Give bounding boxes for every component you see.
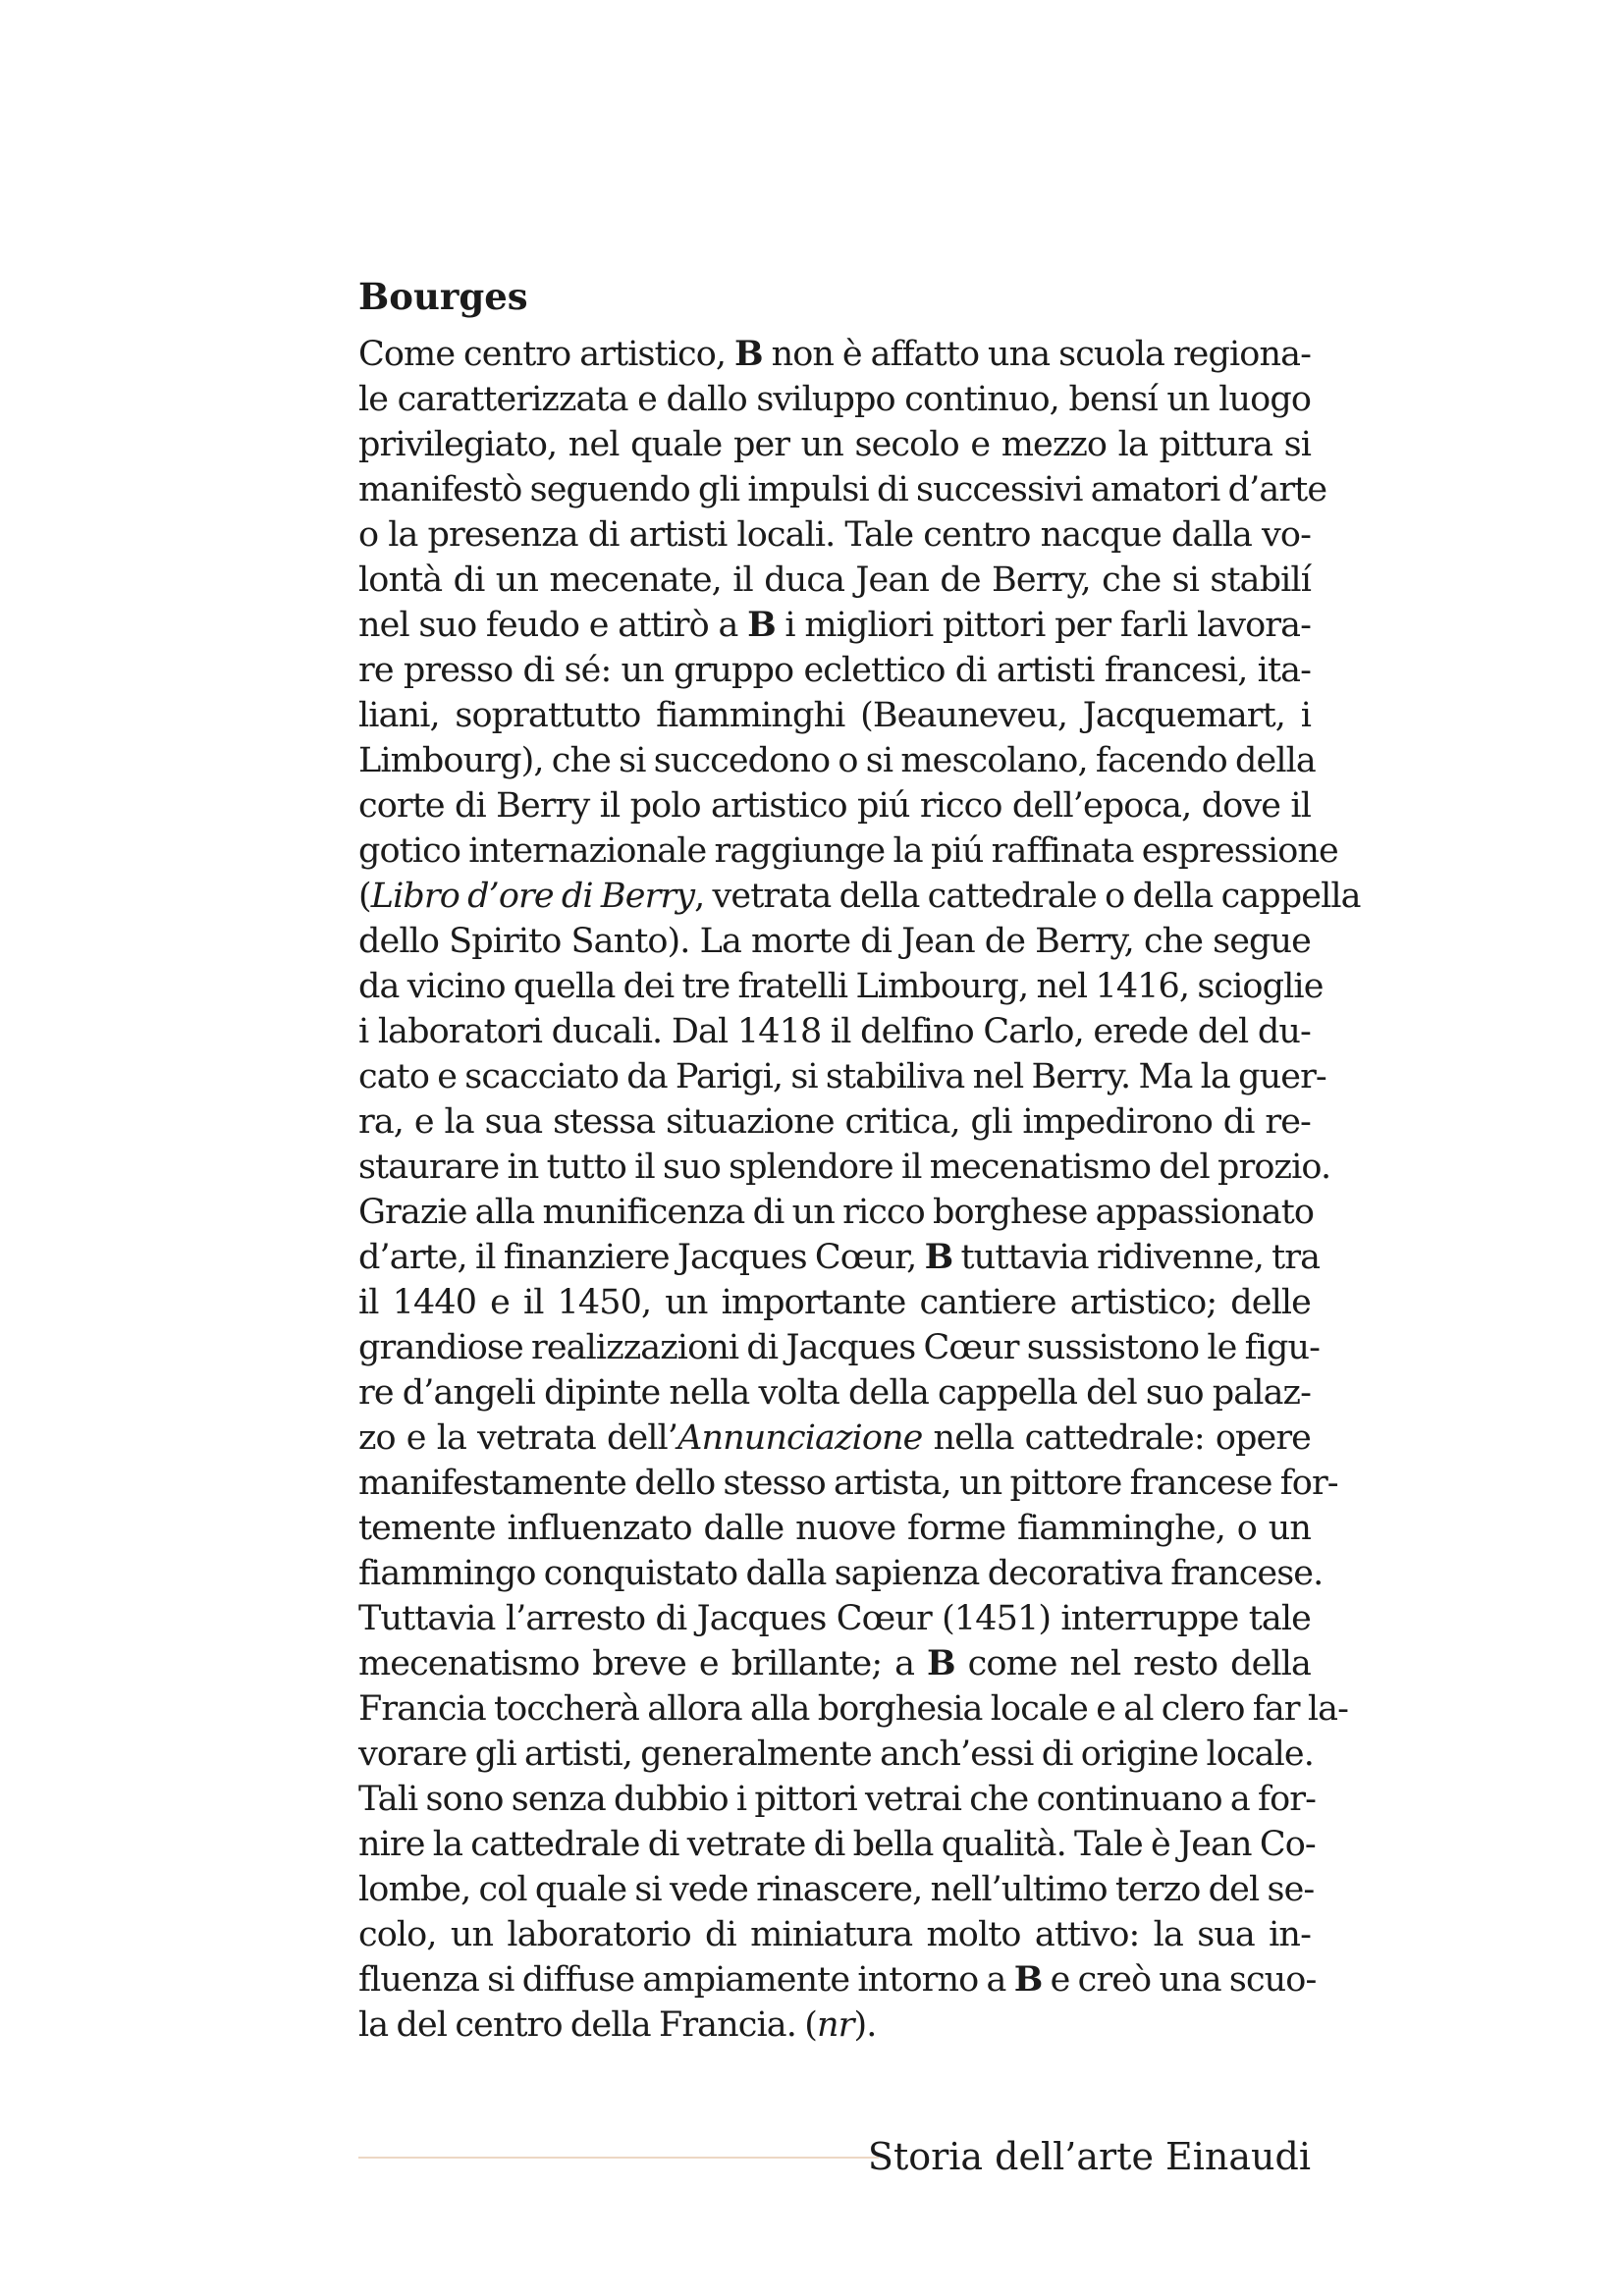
body-line xyxy=(358,1506,1311,1551)
text-run: Tali sono senza dubbio i pittori vetrai che continuano a for- xyxy=(358,1780,1317,1819)
body-line xyxy=(358,693,1311,738)
body-line xyxy=(358,1596,1311,1641)
text-run: manifestò seguendo gli impulsi di successivi amatori d’arte xyxy=(358,470,1327,509)
body-line xyxy=(358,874,1361,919)
text-run: zo e la vetrata dell’ xyxy=(358,1418,678,1458)
body-line xyxy=(358,2002,1311,2048)
text-run: staurare in tutto il suo splendore il mecenatismo del prozio. xyxy=(358,1148,1331,1187)
body-line xyxy=(358,1822,1316,1867)
bold-abbreviation: B xyxy=(747,605,776,645)
text-run: ). xyxy=(853,2005,877,2045)
body-line xyxy=(358,1461,1338,1506)
italic-text: Libro d’ore di Berry xyxy=(370,877,695,916)
text-run: privilegiato, nel quale per un secolo e mezzo la pittura si xyxy=(358,425,1311,464)
body-line xyxy=(358,1912,1311,1957)
text-run: re presso di sé: un gruppo eclettico di artisti francesi, ita- xyxy=(358,651,1311,690)
text-run: Grazie alla munificenza di un ricco borghese appassionato xyxy=(358,1193,1315,1232)
body-line xyxy=(358,1054,1326,1099)
body-line xyxy=(358,1867,1315,1912)
text-run: gotico internazionale raggiunge la piú raffinata espressione xyxy=(358,831,1338,871)
body-line xyxy=(358,783,1311,828)
bold-abbreviation: B xyxy=(927,1643,955,1683)
text-run: i laboratori ducali. Dal 1418 il delfino Carlo, erede del du- xyxy=(358,1012,1311,1051)
bold-abbreviation: B xyxy=(1013,1959,1043,2000)
body-line xyxy=(358,1235,1321,1280)
text-run: vorare gli artisti, generalmente anch’essi di origine locale. xyxy=(358,1735,1314,1774)
text-run: Tuttavia l’arresto di Jacques Cœur (1451) interruppe tale xyxy=(358,1599,1311,1638)
text-run: mecenatismo breve e brillante; a xyxy=(358,1644,928,1683)
body-line xyxy=(358,467,1327,512)
bold-abbreviation: B xyxy=(924,1237,953,1277)
text-run: re d’angeli dipinte nella volta della cappella del suo palaz- xyxy=(358,1373,1311,1413)
text-run: come nel resto della xyxy=(954,1644,1311,1683)
italic-text: nr xyxy=(816,2005,854,2045)
text-run: o la presenza di artisti locali. Tale centro nacque dalla vo- xyxy=(358,515,1311,555)
text-run: temente influenzato dalle nuove forme fiamminghe, o un xyxy=(358,1509,1311,1548)
text-run: nire la cattedrale di vetrate di bella qualità. Tale è Jean Co- xyxy=(358,1825,1316,1864)
footer-publisher: Storia dell’arte Einaudi xyxy=(867,2135,1311,2178)
text-run: tuttavia ridivenne, tra xyxy=(952,1238,1321,1277)
body-line xyxy=(358,1641,1311,1686)
text-run: Francia toccherà allora alla borghesia locale e al clero far la- xyxy=(358,1689,1349,1729)
text-run: ( xyxy=(358,877,371,916)
text-run: d’arte, il finanziere Jacques Cœur, xyxy=(358,1238,925,1277)
body-line xyxy=(358,1957,1317,2002)
body-line xyxy=(358,738,1316,783)
text-run: ra, e la sua stessa situazione critica, gli impedirono di re- xyxy=(358,1102,1311,1142)
text-run: lombe, col quale si vede rinascere, nell’ultimo terzo del se- xyxy=(358,1870,1315,1909)
text-run: liani, soprattutto fiamminghi (Beauneveu, Jacquemart, i xyxy=(358,696,1311,735)
body-line xyxy=(358,332,1311,377)
body-line xyxy=(358,1732,1314,1777)
italic-text: Annunciazione xyxy=(677,1418,923,1458)
text-run: fiammingo conquistato dalla sapienza decorativa francese. xyxy=(358,1554,1324,1593)
text-run: Limbourg), che si succedono o si mescolano, facendo della xyxy=(358,741,1316,780)
text-run: non è affatto una scuola regiona- xyxy=(762,335,1312,374)
text-run: la del centro della Francia. ( xyxy=(358,2005,817,2045)
text-run: il 1440 e il 1450, un importante cantiere artistico; delle xyxy=(358,1283,1311,1322)
footer-rule xyxy=(358,2157,879,2159)
entry-title: Bourges xyxy=(358,275,528,318)
text-run: Come centro artistico, xyxy=(358,335,734,374)
body-line xyxy=(358,964,1324,1009)
text-run: da vicino quella dei tre fratelli Limbourg, nel 1416, scioglie xyxy=(358,967,1324,1006)
text-run: e creò una scuo- xyxy=(1042,1960,1317,2000)
text-run: grandiose realizzazioni di Jacques Cœur sussistono le figu- xyxy=(358,1328,1321,1367)
text-run: nella cattedrale: opere xyxy=(922,1418,1311,1458)
body-line xyxy=(358,1099,1311,1145)
body-line xyxy=(358,512,1311,558)
body-line xyxy=(358,1415,1311,1461)
text-run: cato e scacciato da Parigi, si stabiliva nel Berry. Ma la guer- xyxy=(358,1057,1326,1096)
body-line xyxy=(358,1777,1317,1822)
text-run: fluenza si diffuse ampiamente intorno a xyxy=(358,1960,1014,2000)
text-run: nel suo feudo e attirò a xyxy=(358,606,748,645)
entry-body xyxy=(358,332,1361,2048)
text-run: corte di Berry il polo artistico piú ricco dell’epoca, dove il xyxy=(358,786,1311,826)
text-run: le caratterizzata e dallo sviluppo continuo, bensí un luogo xyxy=(358,380,1311,419)
body-line xyxy=(358,1009,1311,1054)
text-run: manifestamente dello stesso artista, un pittore francese for- xyxy=(358,1464,1338,1503)
body-line xyxy=(358,648,1311,693)
body-line xyxy=(358,1145,1331,1190)
body-line xyxy=(358,1370,1311,1415)
text-run: lontà di un mecenate, il duca Jean de Berry, che si stabilí xyxy=(358,561,1311,600)
bold-abbreviation: B xyxy=(734,334,763,374)
body-line xyxy=(358,377,1311,422)
text-run: dello Spirito Santo). La morte di Jean de Berry, che segue xyxy=(358,922,1311,961)
text-run: i migliori pittori per farli lavora- xyxy=(775,606,1311,645)
body-line xyxy=(358,603,1311,648)
body-line xyxy=(358,558,1311,603)
body-line xyxy=(358,828,1338,874)
body-line xyxy=(358,422,1311,467)
text-run: colo, un laboratorio di miniatura molto attivo: la sua in- xyxy=(358,1915,1311,1954)
body-line xyxy=(358,1686,1349,1732)
body-line xyxy=(358,1190,1315,1235)
body-line xyxy=(358,919,1311,964)
body-line xyxy=(358,1325,1321,1370)
text-run: , vetrata della cattedrale o della cappella xyxy=(694,877,1361,916)
body-line xyxy=(358,1280,1311,1325)
body-line xyxy=(358,1551,1324,1596)
